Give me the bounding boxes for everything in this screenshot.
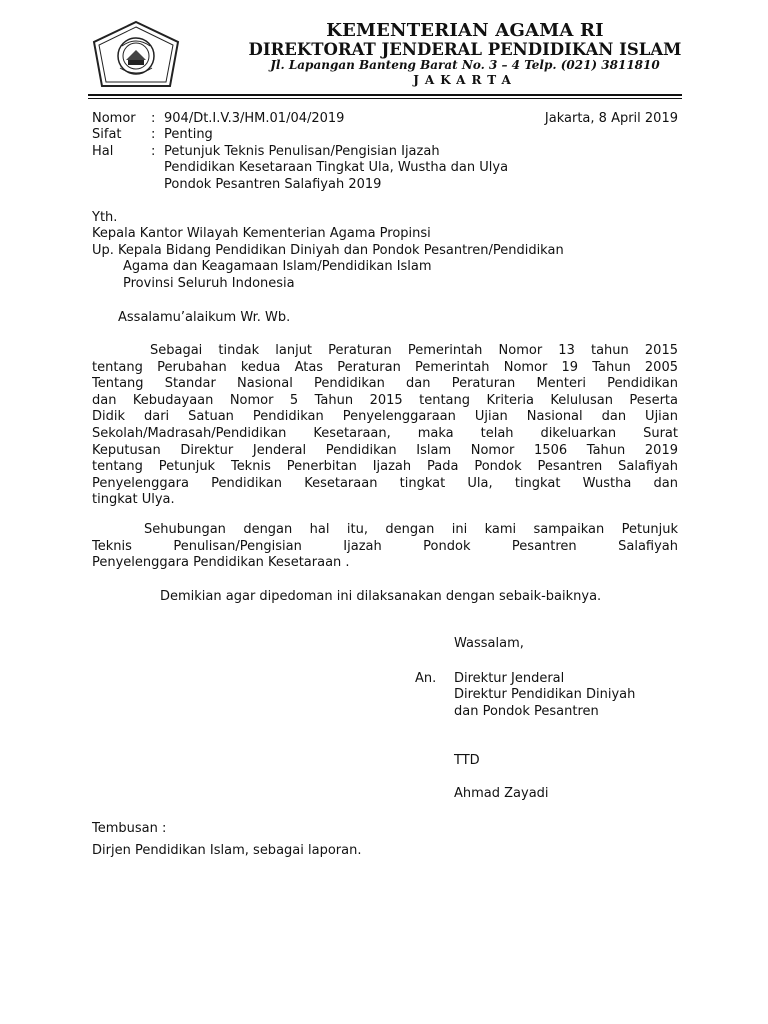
body-line: Sekolah/Madrasah/Pendidikan Kesetaraan, maka telah dikeluarkan Surat — [92, 425, 678, 441]
kop-address: Jl. Lapangan Banteng Barat No. 3 – 4 Telp. (021) 3811810 — [270, 58, 660, 72]
greeting: Assalamu’alaikum Wr. Wb. — [118, 310, 291, 325]
hal-line: Petunjuk Teknis Penulisan/Pengisian Ijazah — [164, 144, 440, 159]
body-paragraph-2 — [92, 522, 678, 572]
body-line: Didik dari Satuan Pendidikan Penyelenggaraan Ujian Nasional dan Ujian — [92, 409, 678, 425]
hal-colon: : — [151, 144, 156, 159]
sifat-value: Penting — [164, 127, 213, 142]
kop-directorate-name: DIREKTORAT JENDERAL PENDIDIKAN ISLAM — [248, 40, 682, 59]
signatory-name: Ahmad Zayadi — [454, 786, 549, 801]
body-line: tentang Petunjuk Teknis Penerbitan Ijazah Pada Pondok Pesantren Salafiyah — [92, 459, 678, 475]
hal-line: Pondok Pesantren Salafiyah 2019 — [164, 177, 382, 192]
sifat-colon: : — [151, 127, 156, 142]
body-line: Keputusan Direktur Jenderal Pendidikan Islam Nomor 1506 Tahun 2019 — [92, 442, 678, 458]
recipient-yth: Yth. — [92, 210, 118, 225]
signatory-title: dan Pondok Pesantren — [454, 704, 599, 719]
recipient-line: Agama dan Keagamaan Islam/Pendidikan Islam — [123, 259, 432, 274]
body-line: tentang Perubahan kedua Atas Peraturan Pemerintah Nomor 19 Tahun 2005 — [92, 359, 678, 375]
kemenag-emblem-icon — [90, 20, 182, 92]
tembusan-label: Tembusan : — [92, 821, 167, 836]
body-line: Sebagai tindak lanjut Peraturan Pemerintah Nomor 13 tahun 2015 — [150, 343, 678, 358]
signatory-title: Direktur Pendidikan Diniyah — [454, 687, 636, 702]
kop-city: JAKARTA — [413, 73, 517, 87]
nomor-colon: : — [151, 111, 156, 126]
kop-divider-thin — [88, 98, 682, 99]
signature-an: An. — [415, 671, 437, 686]
kop-ministry-name: KEMENTERIAN AGAMA RI — [326, 20, 604, 41]
kop-divider-thick — [88, 94, 682, 96]
body-line: Teknis Penulisan/Pengisian Ijazah Pondok Pesantren Salafiyah — [92, 538, 678, 554]
body-line: Sehubungan dengan hal itu, dengan ini kami sampaikan Petunjuk — [144, 522, 678, 537]
sifat-label: Sifat — [92, 127, 122, 142]
signatory-title: Direktur Jenderal — [454, 671, 565, 686]
body-paragraph-1 — [92, 343, 678, 509]
body-line: Penyelenggara Pendidikan Kesetaraan . — [92, 555, 350, 571]
body-line: dan Kebudayaan Nomor 5 Tahun 2015 tentang Kriteria Kelulusan Peserta — [92, 392, 678, 408]
body-line: tingkat Ulya. — [92, 492, 175, 508]
letter-date: Jakarta, 8 April 2019 — [544, 111, 678, 126]
signature-ttd: TTD — [454, 753, 480, 768]
body-line: Tentang Standar Nasional Pendidikan dan Peraturan Menteri Pendidikan — [92, 376, 678, 392]
nomor-value: 904/Dt.I.V.3/HM.01/04/2019 — [164, 111, 345, 126]
tembusan-line: Dirjen Pendidikan Islam, sebagai laporan. — [92, 843, 362, 858]
hal-label: Hal — [92, 144, 114, 159]
closing-wassalam: Wassalam, — [454, 636, 524, 651]
recipient-line: Kepala Kantor Wilayah Kementerian Agama Propinsi — [92, 226, 431, 241]
recipient-line: Provinsi Seluruh Indonesia — [123, 276, 295, 291]
body-line: Penyelenggara Pendidikan Kesetaraan tingkat Ula, tingkat Wustha dan — [92, 475, 678, 491]
hal-line: Pendidikan Kesetaraan Tingkat Ula, Wustha dan Ulya — [164, 160, 509, 175]
body-paragraph-3: Demikian agar dipedoman ini dilaksanakan dengan sebaik-baiknya. — [160, 589, 602, 604]
nomor-label: Nomor — [92, 111, 136, 126]
recipient-line: Up. Kepala Bidang Pendidikan Diniyah dan Pondok Pesantren/Pendidikan — [92, 243, 564, 258]
